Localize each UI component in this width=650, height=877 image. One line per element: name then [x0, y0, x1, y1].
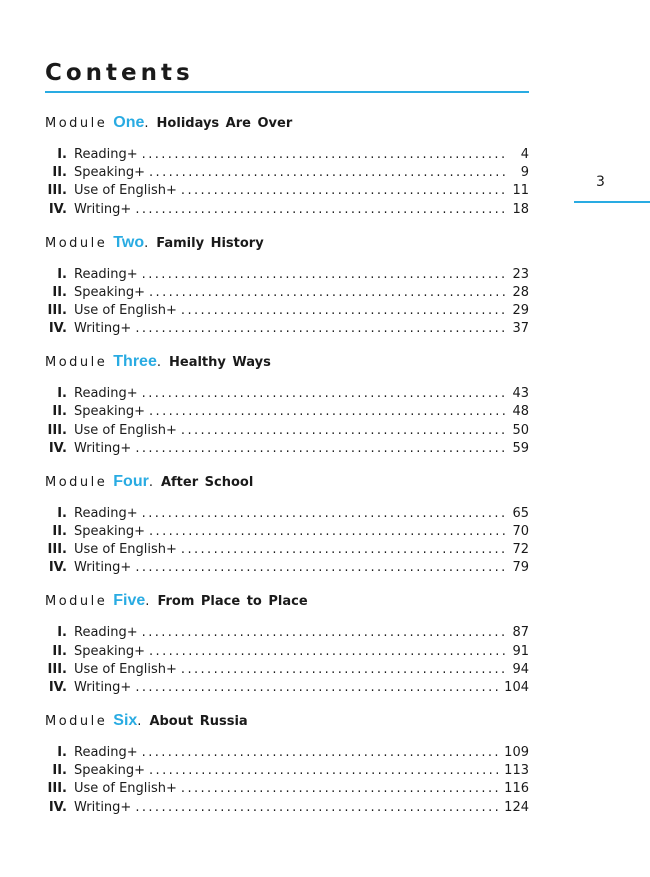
entry-numeral: I.	[57, 386, 67, 402]
dot-leader	[149, 284, 507, 302]
module-heading	[45, 232, 529, 254]
module-heading	[45, 590, 529, 612]
toc-entry[interactable]	[45, 559, 529, 577]
module-three	[45, 351, 529, 471]
entry-label: Speaking+	[74, 523, 145, 539]
entry-label: Speaking+	[74, 404, 145, 420]
toc-entry[interactable]	[45, 146, 529, 164]
toc-entry[interactable]	[45, 403, 529, 421]
entry-page: 43	[512, 386, 529, 402]
entry-label: Use of English+	[74, 302, 177, 318]
entry-label: Writing+	[74, 321, 132, 337]
module-name: Family History	[156, 235, 264, 251]
entry-label: Reading+	[74, 266, 138, 282]
dot-leader	[142, 385, 507, 403]
module-word: Module	[45, 594, 108, 610]
entry-page: 11	[512, 183, 529, 199]
entry-page: 9	[520, 165, 529, 181]
dot-leader	[149, 164, 507, 182]
toc-entry[interactable]	[45, 440, 529, 458]
module-word: Module	[45, 235, 108, 251]
module-six	[45, 710, 529, 830]
entry-page: 28	[512, 284, 529, 300]
module-dot: .	[148, 474, 153, 490]
module-word: Module	[45, 713, 108, 729]
module-name: About Russia	[149, 713, 248, 729]
module-heading	[45, 710, 529, 732]
module-heading	[45, 351, 529, 373]
entry-label: Speaking+	[74, 165, 145, 181]
entry-numeral: I.	[57, 744, 67, 760]
toc-entry[interactable]	[45, 780, 529, 798]
page-number: 3	[596, 174, 605, 190]
module-name: After School	[160, 474, 254, 490]
entry-label: Writing+	[74, 679, 132, 695]
toc-entry[interactable]	[45, 201, 529, 219]
toc-entry[interactable]	[45, 422, 529, 440]
entry-label: Use of English+	[74, 183, 177, 199]
entry-label: Reading+	[74, 744, 138, 760]
entry-page: 50	[512, 422, 529, 438]
title-rule	[45, 91, 529, 93]
module-number: Five	[113, 592, 146, 610]
entry-numeral: IV.	[48, 799, 67, 815]
toc-entry[interactable]	[45, 679, 529, 697]
dot-leader	[181, 182, 507, 200]
toc-entry[interactable]	[45, 523, 529, 541]
entry-numeral: I.	[57, 625, 67, 641]
module-name: Holidays Are Over	[156, 116, 293, 131]
dot-leader	[135, 679, 500, 697]
entry-numeral: II.	[52, 763, 67, 779]
dot-leader	[142, 266, 507, 284]
dot-leader	[142, 624, 507, 642]
entry-page: 48	[512, 404, 529, 420]
module-number: Six	[113, 711, 138, 729]
dot-leader	[142, 744, 501, 762]
module-dot: .	[156, 355, 161, 371]
entry-label: Use of English+	[74, 661, 177, 677]
entry-numeral: II.	[52, 404, 67, 420]
entry-page: 70	[512, 523, 529, 539]
entry-numeral: II.	[52, 643, 67, 659]
entry-label: Reading+	[74, 505, 138, 521]
toc-entry[interactable]	[45, 320, 529, 338]
module-word: Module	[45, 116, 108, 131]
dot-leader	[135, 799, 500, 817]
entry-page: 37	[512, 321, 529, 337]
entry-page: 104	[504, 679, 529, 695]
entry-label: Speaking+	[74, 284, 145, 300]
dot-leader	[181, 780, 500, 798]
entry-numeral: IV.	[48, 679, 67, 695]
dot-leader	[135, 201, 507, 219]
entry-numeral: II.	[52, 523, 67, 539]
dot-leader	[149, 643, 507, 661]
toc-entry[interactable]	[45, 799, 529, 817]
toc-entry[interactable]	[45, 385, 529, 403]
dot-leader	[181, 541, 507, 559]
module-dot: .	[144, 116, 149, 131]
toc-entry[interactable]	[45, 302, 529, 320]
dot-leader	[142, 146, 507, 164]
dot-leader	[181, 661, 507, 679]
dot-leader	[149, 762, 500, 780]
entry-label: Writing+	[74, 440, 132, 456]
entry-label: Speaking+	[74, 763, 145, 779]
entry-page: 113	[504, 763, 529, 779]
margin-rule	[574, 201, 650, 203]
entry-label: Use of English+	[74, 781, 177, 797]
entry-page: 87	[512, 625, 529, 641]
entry-label: Use of English+	[74, 542, 177, 558]
entry-page: 65	[512, 505, 529, 521]
toc-entry[interactable]	[45, 505, 529, 523]
entry-numeral: III.	[47, 661, 67, 677]
entry-page: 72	[512, 542, 529, 558]
entry-numeral: II.	[52, 284, 67, 300]
entry-page: 59	[512, 440, 529, 456]
entry-numeral: IV.	[48, 560, 67, 576]
entry-page: 79	[512, 560, 529, 576]
entry-numeral: IV.	[48, 201, 67, 217]
module-heading	[45, 112, 529, 134]
entry-numeral: I.	[57, 266, 67, 282]
dot-leader	[149, 523, 507, 541]
entry-page: 4	[520, 147, 529, 162]
toc-entry[interactable]	[45, 762, 529, 780]
module-five	[45, 590, 529, 710]
module-number: Four	[113, 472, 149, 490]
entry-label: Reading+	[74, 625, 138, 641]
module-four	[45, 471, 529, 591]
entry-numeral: IV.	[48, 440, 67, 456]
entry-page: 109	[504, 744, 529, 760]
module-number: Two	[113, 233, 145, 251]
module-heading	[45, 471, 529, 493]
entry-numeral: III.	[47, 422, 67, 438]
toc-entry[interactable]	[45, 643, 529, 661]
dot-leader	[181, 422, 507, 440]
dot-leader	[135, 440, 507, 458]
page-title: Contents	[45, 60, 194, 86]
toc-entry[interactable]	[45, 661, 529, 679]
module-name: From Place to Place	[157, 594, 308, 610]
entry-page: 94	[512, 661, 529, 677]
entry-numeral: III.	[47, 781, 67, 797]
entry-numeral: II.	[52, 165, 67, 181]
entry-page: 18	[512, 201, 529, 217]
entry-page: 116	[504, 781, 529, 797]
module-two	[45, 232, 529, 352]
module-dot: .	[137, 713, 142, 729]
entry-numeral: I.	[57, 147, 67, 162]
module-dot: .	[144, 235, 149, 251]
entry-numeral: III.	[47, 302, 67, 318]
module-number: One	[113, 114, 145, 131]
module-word: Module	[45, 474, 108, 490]
toc-entry[interactable]	[45, 182, 529, 200]
entry-page: 124	[504, 799, 529, 815]
entry-numeral: III.	[47, 542, 67, 558]
dot-leader	[181, 302, 507, 320]
entry-label: Speaking+	[74, 643, 145, 659]
toc-entry[interactable]	[45, 164, 529, 182]
entry-label: Writing+	[74, 799, 132, 815]
toc-entry[interactable]	[45, 541, 529, 559]
entry-page: 23	[512, 266, 529, 282]
entry-label: Writing+	[74, 201, 132, 217]
entry-label: Writing+	[74, 560, 132, 576]
module-dot: .	[145, 594, 150, 610]
entry-label: Use of English+	[74, 422, 177, 438]
toc-entry[interactable]	[45, 624, 529, 642]
dot-leader	[135, 559, 507, 577]
entry-label: Reading+	[74, 386, 138, 402]
entry-numeral: III.	[47, 183, 67, 199]
entry-page: 91	[512, 643, 529, 659]
contents-list	[45, 112, 529, 830]
dot-leader	[142, 505, 507, 523]
module-one	[45, 112, 529, 232]
module-name: Healthy Ways	[169, 355, 271, 371]
entry-numeral: I.	[57, 505, 67, 521]
module-number: Three	[113, 353, 157, 371]
toc-entry[interactable]	[45, 266, 529, 284]
entry-label: Reading+	[74, 147, 138, 162]
toc-entry[interactable]	[45, 284, 529, 302]
dot-leader	[135, 320, 507, 338]
dot-leader	[149, 403, 507, 421]
entry-page: 29	[512, 302, 529, 318]
entry-numeral: IV.	[48, 321, 67, 337]
toc-entry[interactable]	[45, 744, 529, 762]
module-word: Module	[45, 355, 108, 371]
